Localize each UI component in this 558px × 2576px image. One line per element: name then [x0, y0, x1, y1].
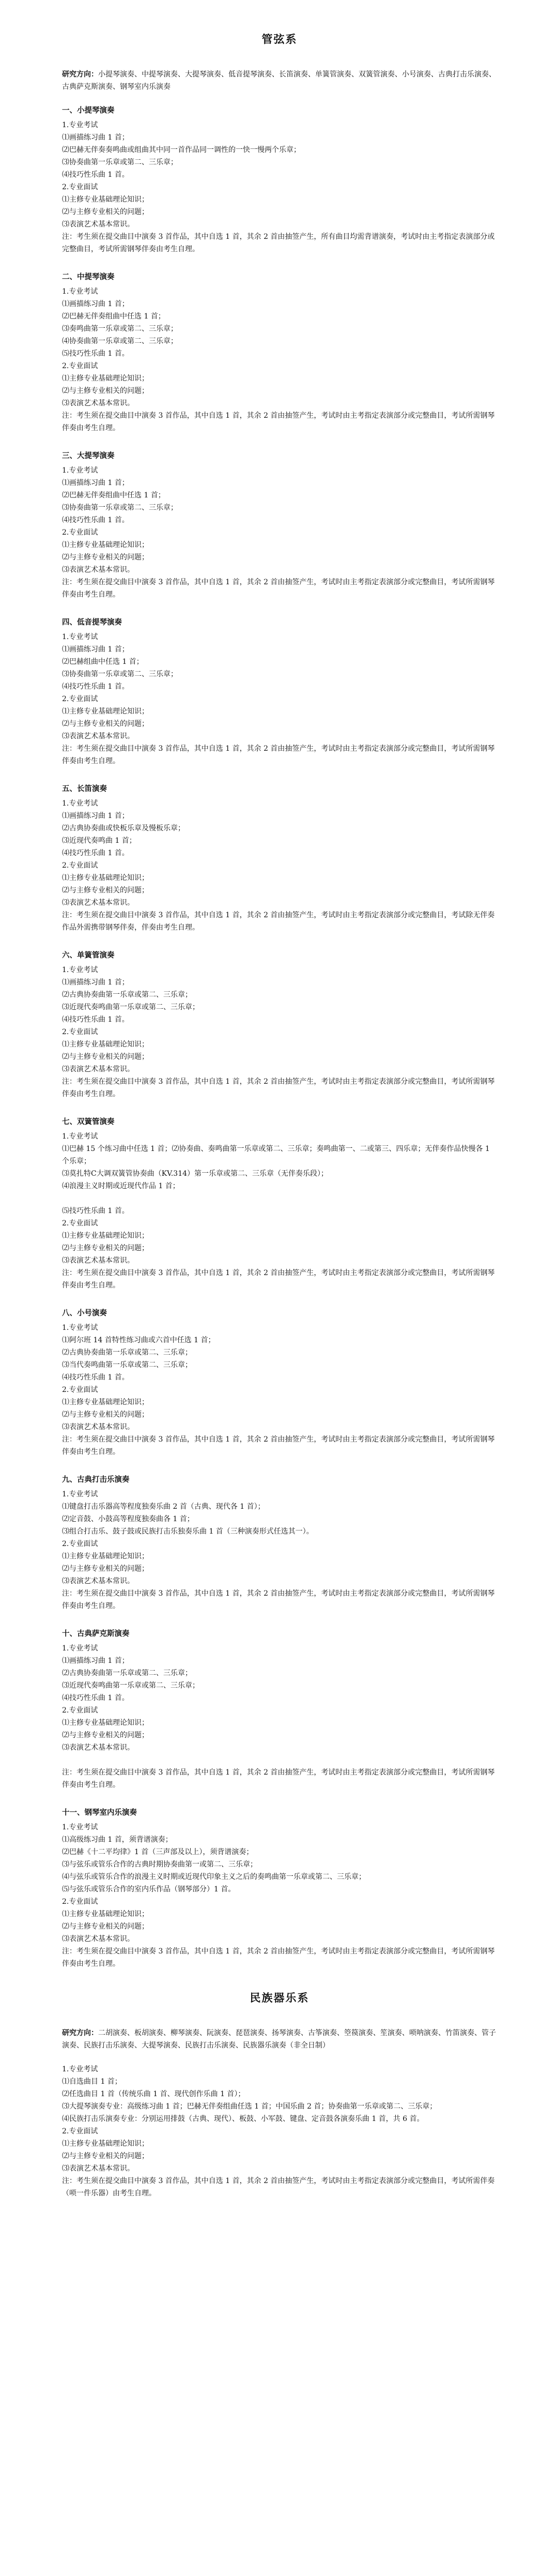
section-line: ⑷与弦乐或管乐合作的浪漫主义时期或近现代印象主义之后的奏鸣曲第一乐章或第二、三乐章； [62, 1873, 366, 1881]
department-title-orchestral: 管弦系 [261, 33, 298, 46]
section-line: ⑵巴赫《十二平均律》1 首（三声部及以上），须背谱演奏； [62, 1848, 254, 1856]
section-line: 注：考生须在提交曲目中演奏 3 首作品，其中自选 1 首，其余 2 首由抽签产生，所有曲目均需背谱演奏，考试时由主考指定表演部分或完整曲目，考试所需钢琴伴奏由考生自理。 [62, 233, 495, 253]
section-line: ⑵与主修专业相关的问题； [62, 886, 149, 895]
section-line: ⑴画描练习曲 1 首； [62, 1657, 129, 1665]
section-line: 2.专业面试 [62, 183, 98, 191]
section-line: 2.专业面试 [62, 2127, 98, 2135]
section-line: ⑵古典协奏曲第一乐章或第二、三乐章； [62, 1348, 192, 1357]
section-line: ⑶表演艺术基本常识。 [62, 1935, 134, 1943]
section-line: ⑶协奏曲第一乐章或第二、三乐章； [62, 670, 178, 678]
section-line: ⑷协奏曲第一乐章或第二、三乐章； [62, 337, 178, 345]
section-line: 1.专业考试 [62, 1823, 98, 1831]
section-line: ⑶表演艺术基本常识。 [62, 1256, 134, 1265]
section-line: ⑴主修专业基础理论知识； [62, 374, 149, 383]
section-heading: 五、长笛演奏 [62, 784, 107, 793]
section-line: ⑴高级练习曲 1 首，须背谱演奏； [62, 1836, 173, 1844]
section-line: ⑶近现代奏鸣曲 1 首； [62, 837, 136, 845]
section-line: ⑶表演艺术基本常识。 [62, 732, 134, 740]
section-line: 注：考生须在提交曲目中演奏 3 首作品，其中自选 1 首，其余 2 首由抽签产生，考试时由主考指定表演部分或完整曲目，考试所需钢琴伴奏由考生自理。 [62, 1947, 495, 1968]
section-line: 2.专业面试 [62, 1706, 98, 1715]
section-heading: 二、中提琴演奏 [62, 272, 115, 281]
section [62, 450, 497, 601]
section-line: ⑵巴赫无伴奏组曲中任选 1 首； [62, 491, 165, 499]
section-line: ⑵与主修专业相关的问题； [62, 2152, 149, 2160]
spacer [62, 1754, 497, 1766]
section-line: 1.专业考试 [62, 2065, 98, 2073]
section-line: ⑷民族打击乐演奏专业：分别运用排鼓（古典、现代）、板鼓、小军鼓、键盘、定音鼓各演奏乐曲 1 首，共 6 首。 [62, 2115, 424, 2123]
section-line: 2.专业面试 [62, 1898, 98, 1906]
section-heading: 三、大提琴演奏 [62, 451, 115, 460]
section-line: ⑶与弦乐或管乐合作的古典时期协奏曲第一或第二、三乐章； [62, 1860, 257, 1869]
orchestral-sections [62, 104, 497, 1970]
section-line: ⑶近现代奏鸣曲第一乐章或第二、三乐章； [62, 1003, 199, 1011]
section-line: ⑵与主修专业相关的问题； [62, 1053, 149, 1061]
research-directions-orchestral [62, 68, 497, 93]
section-line: ⑵巴赫无伴奏奏鸣曲或组曲其中同一首作品同一调性的一快一慢两个乐章； [62, 146, 301, 154]
section-heading: 十一、钢琴室内乐演奏 [62, 1808, 137, 1817]
section [62, 1307, 497, 1458]
section-line: ⑵与主修专业相关的问题； [62, 387, 149, 395]
section-line: 1.专业考试 [62, 966, 98, 974]
section-line: ⑶大提琴演奏专业：高级练习曲 1 首；巴赫无伴奏组曲任选 1 首；中国乐曲 2 首；协奏曲第一乐章或第二、三乐章； [62, 2102, 437, 2111]
section-line: ⑸技巧性乐曲 1 首。 [62, 350, 129, 358]
section-line: ⑶表演艺术基本常识。 [62, 1744, 134, 1752]
department-title-folk: 民族器乐系 [250, 1991, 309, 2004]
section [62, 1628, 497, 1791]
section-line: ⑶当代奏鸣曲第一乐章或第二、三乐章； [62, 1361, 192, 1369]
section-line: ⑷浪漫主义时期或近现代作品 1 首； [62, 1182, 180, 1190]
section-line: ⑴画描练习曲 1 首； [62, 133, 129, 142]
section-line: ⑶奏鸣曲第一乐章或第二、三乐章； [62, 325, 178, 333]
section-line: 1.专业考试 [62, 1132, 98, 1141]
section-line: 1.专业考试 [62, 466, 98, 475]
section-line: ⑴主修专业基础理论知识； [62, 2140, 149, 2148]
section-line: ⑴主修专业基础理论知识； [62, 1719, 149, 1727]
section-line: ⑶表演艺术基本常识。 [62, 1065, 134, 1073]
section-heading: 八、小号演奏 [62, 1309, 107, 1317]
section-line: 注：考生须在提交曲目中演奏 3 首作品，其中自选 1 首，其余 2 首由抽签产生，考试时由主考指定表演部分或完整曲目，考试所需钢琴伴奏由考生自理。 [62, 412, 495, 432]
section-line: 注：考生须在提交曲目中演奏 3 首作品，其中自选 1 首，其余 2 首由抽签产生，考试时由主考指定表演部分或完整曲目，考试所需钢琴伴奏由考生自理。 [62, 1269, 495, 1290]
section-line: ⑷技巧性乐曲 1 首。 [62, 1694, 129, 1702]
section-line: ⑴主修专业基础理论知识； [62, 1398, 149, 1406]
section-line: ⑴画描练习曲 1 首； [62, 479, 129, 487]
section-line: 2.专业面试 [62, 528, 98, 537]
section-heading: 九、古典打击乐演奏 [62, 1475, 130, 1484]
section-line: ⑵与主修专业相关的问题； [62, 1731, 149, 1739]
section-line: 注：考生须在提交曲目中演奏 3 首作品，其中自选 1 首，其余 2 首由抽签产生，考试时由主考指定表演部分或完整曲目，考试除无伴奏作品外需携带钢琴伴奏，伴奏由考生自理。 [62, 911, 495, 932]
section-line: ⑴主修专业基础理论知识； [62, 195, 149, 204]
section-line: 2.专业面试 [62, 362, 98, 370]
section [62, 271, 497, 434]
section [62, 616, 497, 767]
section-line: ⑵与主修专业相关的问题； [62, 208, 149, 216]
section-line: ⑴巴赫 15 个练习曲中任选 1 首；⑵协奏曲、奏鸣曲第一乐章或第二、三乐章；奏鸣曲第一、二或第三、四乐章；无伴奏作品快慢各 1 个乐章； [62, 1145, 490, 1165]
section-line: ⑸与弦乐或管乐合作的室内乐作品（钢琴部分）1 首。 [62, 1885, 236, 1893]
section-line: ⑵定音鼓、小鼓高等程度独奏曲各 1 首； [62, 1515, 194, 1523]
folk-section [62, 2063, 497, 2200]
section [62, 949, 497, 1100]
research-directions-label: 研究方向： [62, 2029, 98, 2037]
section-line: ⑵与主修专业相关的问题； [62, 1244, 149, 1252]
section-line: ⑶表演艺术基本常识。 [62, 1423, 134, 1431]
section-line: ⑴阿尔班 14 首特性练习曲或六首中任选 1 首； [62, 1336, 215, 1344]
section-line: ⑴自选曲目 1 首； [62, 2078, 122, 2086]
spacer [62, 1192, 497, 1205]
section-heading: 一、小提琴演奏 [62, 106, 115, 115]
section-line: 1.专业考试 [62, 1490, 98, 1498]
section-line: ⑶表演艺术基本常识。 [62, 1577, 134, 1585]
section-line: ⑷技巧性乐曲 1 首。 [62, 516, 129, 524]
section-line: ⑴主修专业基础理论知识； [62, 1910, 149, 1918]
section-line: 注：考生须在提交曲目中演奏 3 首作品，其中自选 1 首，其余 2 首由抽签产生，考试时由主考指定表演部分或完整曲目，考试所需钢琴伴奏由考生自理。 [62, 578, 495, 599]
section-heading: 七、双簧管演奏 [62, 1117, 115, 1126]
section-line: ⑵与主修专业相关的问题； [62, 720, 149, 728]
section-line: ⑶莫扎特C大调双簧管协奏曲（KV.314）第一乐章或第二、三乐章（无伴奏乐段）； [62, 1170, 329, 1178]
section-line: ⑵古典协奏曲或快板乐章及慢板乐章； [62, 824, 185, 832]
section-line: 1.专业考试 [62, 121, 98, 129]
section-line: ⑵古典协奏曲第一乐章或第二、三乐章； [62, 1669, 192, 1677]
section-line: 2.专业面试 [62, 1386, 98, 1394]
section-line: ⑵巴赫无伴奏组曲中任选 1 首； [62, 312, 165, 321]
section-line: ⑴主修专业基础理论知识； [62, 541, 149, 549]
section-line: ⑵与主修专业相关的问题； [62, 1411, 149, 1419]
section-line: ⑵任选曲目 1 首（传统乐曲 1 首、现代创作乐曲 1 首）； [62, 2090, 245, 2098]
section-line: 注：考生须在提交曲目中演奏 3 首作品，其中自选 1 首，其余 2 首由抽签产生，考试时由主考指定表演部分或完整曲目，考试所需钢琴伴奏由考生自理。 [62, 1078, 495, 1098]
research-directions-text: 二胡演奏、板胡演奏、柳琴演奏、阮演奏、琵琶演奏、扬琴演奏、古筝演奏、箜篌演奏、笙演奏、唢呐演奏、竹笛演奏、管子演奏、民族打击乐演奏、大提琴演奏、民族打击乐演奏、民族器乐演奏（非全日制） [62, 2029, 496, 2050]
section-line: 2.专业面试 [62, 695, 98, 703]
section-line: ⑴主修专业基础理论知识； [62, 1552, 149, 1560]
section-line: 1.专业考试 [62, 1324, 98, 1332]
section-line: 注：考生须在提交曲目中演奏 3 首作品，其中自选 1 首，其余 2 首由抽签产生，考试时由主考指定表演部分或完整曲目，考试所需钢琴伴奏由考生自理。 [62, 1589, 495, 1610]
section [62, 1116, 497, 1292]
section [62, 104, 497, 255]
section-line: ⑷技巧性乐曲 1 首。 [62, 683, 129, 691]
section-line: ⑶近现代奏鸣曲第一乐章或第二、三乐章； [62, 1681, 199, 1690]
section-line: ⑴主修专业基础理论知识； [62, 1232, 149, 1240]
section-line: ⑴主修专业基础理论知识； [62, 707, 149, 716]
section [62, 1474, 497, 1612]
section-line: ⑴画描练习曲 1 首； [62, 300, 129, 308]
section-line: ⑵与主修专业相关的问题； [62, 553, 149, 562]
section-line: ⑷技巧性乐曲 1 首。 [62, 849, 129, 857]
section-line: ⑷技巧性乐曲 1 首。 [62, 1373, 129, 1382]
section-line: ⑵与主修专业相关的问题； [62, 1565, 149, 1573]
section-heading: 十、古典萨克斯演奏 [62, 1629, 130, 1638]
section-line: ⑸技巧性乐曲 1 首。 [62, 1207, 129, 1215]
section-line: 2.专业面试 [62, 1219, 98, 1228]
section-line: ⑶表演艺术基本常识。 [62, 220, 134, 229]
section-line: ⑷技巧性乐曲 1 首。 [62, 1016, 129, 1024]
section-line: 1.专业考试 [62, 287, 98, 296]
section-line: ⑶表演艺术基本常识。 [62, 899, 134, 907]
section [62, 783, 497, 934]
section-line: 2.专业面试 [62, 1540, 98, 1548]
section-line: 注：考生须在提交曲目中演奏 3 首作品，其中自选 1 首，其余 2 首由抽签产生，考试时由主考指定表演部分或完整曲目，考试所需钢琴伴奏由考生自理。 [62, 1768, 495, 1789]
research-directions-folk [62, 2027, 497, 2052]
section-line: ⑶表演艺术基本常识。 [62, 399, 134, 407]
section-line: ⑵古典协奏曲第一乐章或第二、三乐章； [62, 991, 192, 999]
section-line: ⑶组合打击乐、鼓子鼓或民族打击乐独奏乐曲 1 首（三种演奏形式任选其一）。 [62, 1527, 314, 1536]
section-line: ⑴键盘打击乐器高等程度独奏乐曲 2 首（古典、现代各 1 首）； [62, 1503, 265, 1511]
section-line: 1.专业考试 [62, 633, 98, 641]
section-line: ⑴画描练习曲 1 首； [62, 978, 129, 987]
section-line: 2.专业面试 [62, 1028, 98, 1036]
research-directions-label: 研究方向： [62, 70, 98, 79]
section-line: ⑶表演艺术基本常识。 [62, 2164, 134, 2173]
section-line: 注：考生须在提交曲目中演奏 3 首作品，其中自选 1 首，其余 2 首由抽签产生，考试时由主考指定表演部分或完整曲目，考试所需钢琴伴奏由考生自理。 [62, 1435, 495, 1456]
section-line: ⑵与主修专业相关的问题； [62, 1922, 149, 1931]
section [62, 1807, 497, 1970]
section-line: ⑴画描练习曲 1 首； [62, 812, 129, 820]
section-heading: 四、低音提琴演奏 [62, 618, 122, 627]
section-line: ⑴画描练习曲 1 首； [62, 645, 129, 654]
section-line: ⑴主修专业基础理论知识； [62, 1040, 149, 1049]
section-line: ⑶协奏曲第一乐章或第二、三乐章； [62, 504, 178, 512]
section-line: ⑶表演艺术基本常识。 [62, 566, 134, 574]
section-line: ⑵巴赫组曲中任选 1 首； [62, 658, 144, 666]
section-line: 1.专业考试 [62, 1644, 98, 1653]
research-directions-text: 小提琴演奏、中提琴演奏、大提琴演奏、低音提琴演奏、长笛演奏、单簧管演奏、双簧管演奏、小号演奏、古典打击乐演奏、古典萨克斯演奏、钢琴室内乐演奏 [62, 70, 496, 91]
section-line: 2.专业面试 [62, 861, 98, 870]
section-line: 1.专业考试 [62, 799, 98, 808]
section-line: ⑶协奏曲第一乐章或第二、三乐章； [62, 158, 178, 166]
section-line: ⑴主修专业基础理论知识； [62, 874, 149, 882]
section-line: 注：考生须在提交曲目中演奏 3 首作品，其中自选 1 首，其余 2 首由抽签产生，考试时由主考指定表演部分或完整曲目，考试所需伴奏（唢一件乐器）由考生自理。 [62, 2177, 495, 2198]
section-line: 注：考生须在提交曲目中演奏 3 首作品，其中自选 1 首，其余 2 首由抽签产生，考试时由主考指定表演部分或完整曲目，考试所需钢琴伴奏由考生自理。 [62, 745, 495, 765]
section-line: ⑷技巧性乐曲 1 首。 [62, 171, 129, 179]
section-heading: 六、单簧管演奏 [62, 951, 115, 960]
